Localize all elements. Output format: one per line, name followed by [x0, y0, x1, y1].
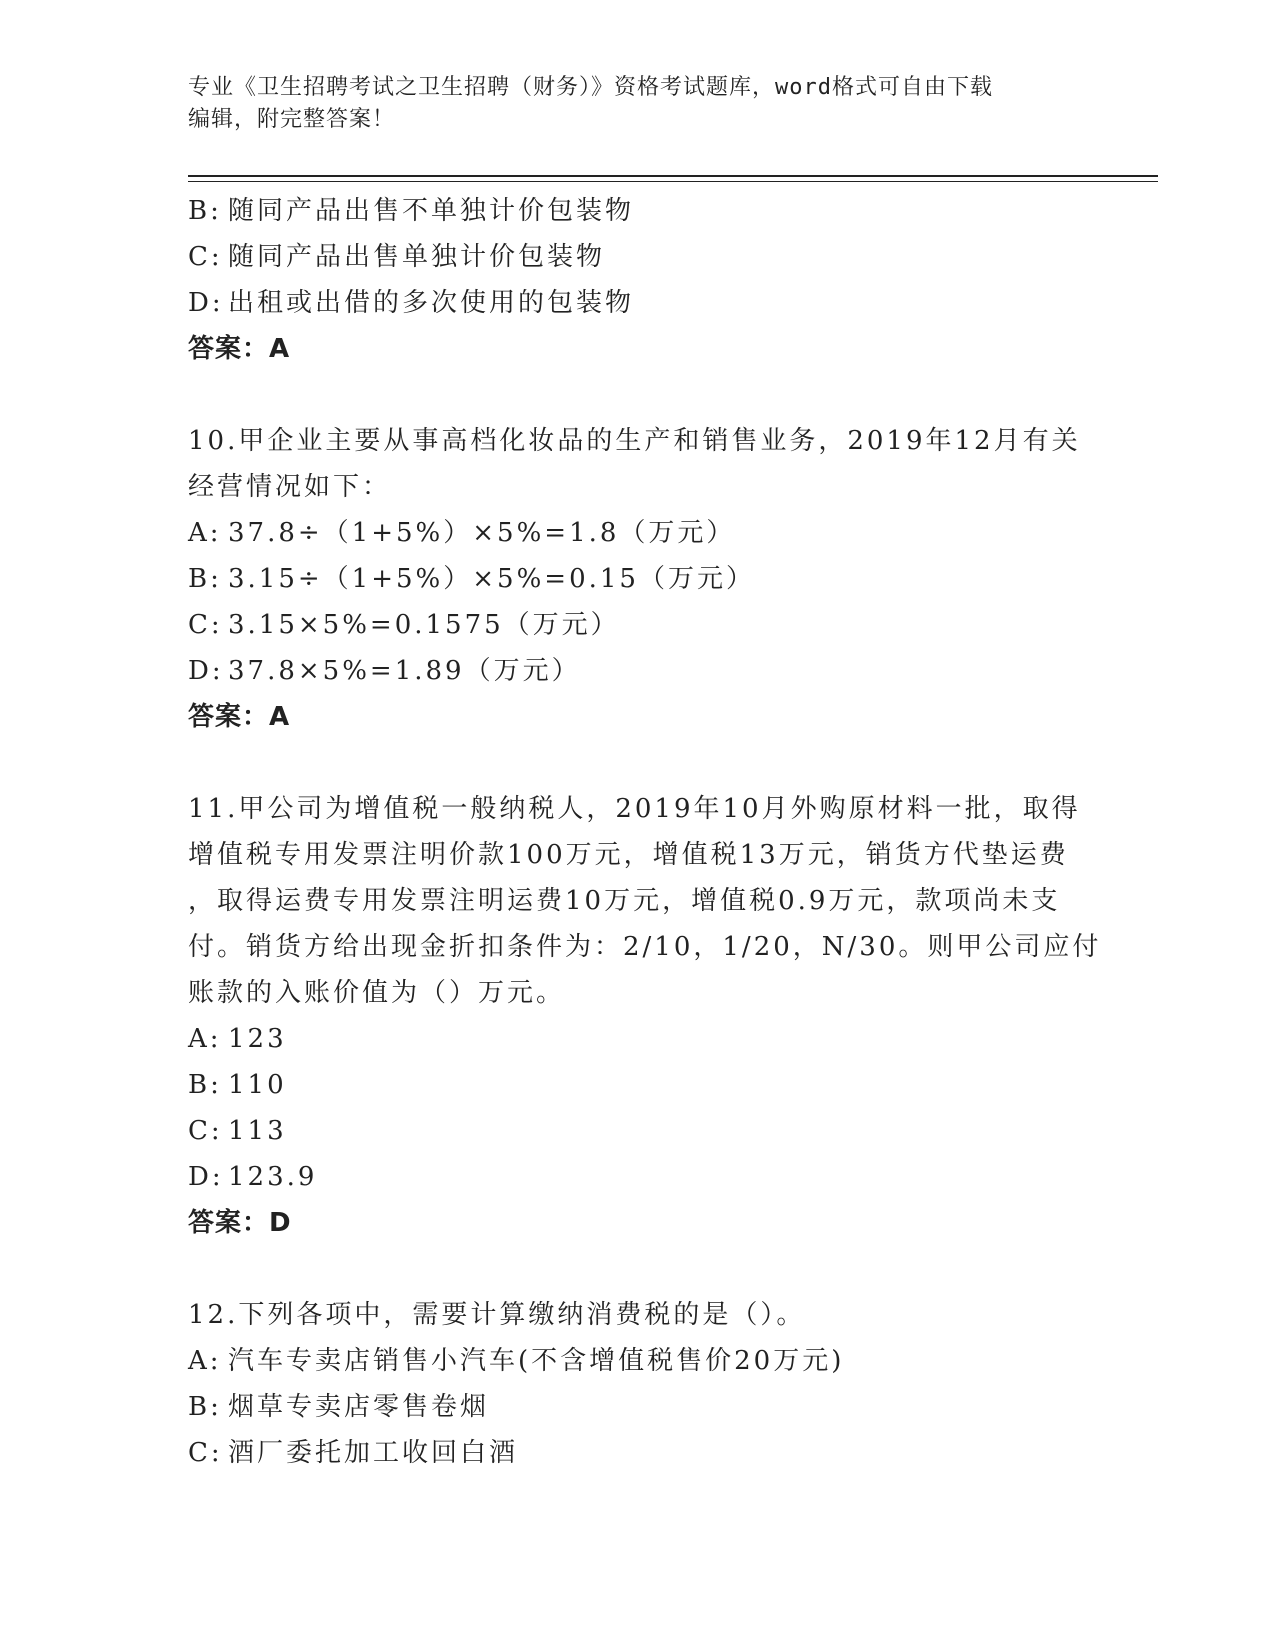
option-a	[188, 1016, 1088, 1062]
question-text: 账款的入账价值为（）万元。	[188, 978, 566, 1008]
option-text: 汽车专卖店销售小汽车(不含增值税售价20万元)	[228, 1346, 845, 1376]
question-11	[188, 786, 1102, 1246]
option-a	[188, 510, 1088, 556]
question-list	[188, 188, 1102, 1476]
option-c	[188, 234, 1088, 280]
option-text: 110	[228, 1070, 287, 1100]
option-text: 123	[228, 1024, 287, 1054]
option-label: C:	[188, 1116, 223, 1146]
option-b	[188, 1384, 1088, 1430]
spacer	[188, 740, 1088, 786]
option-label: A:	[188, 1024, 222, 1054]
option-b	[188, 1062, 1088, 1108]
question-text: 增值税专用发票注明价款100万元，增值税13万元，销货方代垫运费	[188, 840, 1069, 870]
question-text: ，取得运费专用发票注明运费10万元，增值税0.9万元，款项尚未支	[188, 886, 1061, 916]
option-text: 37.8÷（1+5%）×5%=1.8（万元）	[228, 518, 736, 548]
option-label: C:	[188, 242, 223, 272]
option-c	[188, 1430, 1088, 1476]
option-label: D:	[188, 288, 224, 318]
question-12	[188, 1292, 1088, 1476]
question-prev-continued	[188, 188, 1088, 372]
option-text: 随同产品出售单独计价包装物	[228, 242, 606, 272]
answer-line: 答案：D	[188, 1208, 292, 1238]
option-text: 烟草专卖店零售卷烟	[228, 1392, 490, 1422]
question-10	[188, 418, 1088, 740]
option-a	[188, 1338, 1088, 1384]
option-label: A:	[188, 518, 222, 548]
header-divider-thick	[188, 175, 1158, 177]
question-text: 11.甲公司为增值税一般纳税人，2019年10月外购原材料一批，取得	[188, 794, 1081, 824]
option-label: B:	[188, 564, 222, 594]
option-label: B:	[188, 1070, 222, 1100]
option-label: C:	[188, 1438, 223, 1468]
header-line-2: 编辑，附完整答案！	[188, 107, 396, 132]
option-b	[188, 556, 1088, 602]
document-header	[188, 72, 1088, 136]
option-text: 3.15÷（1+5%）×5%=0.15（万元）	[228, 564, 755, 594]
option-label: C:	[188, 610, 223, 640]
question-text: 经营情况如下：	[188, 472, 392, 502]
option-text: 123.9	[228, 1162, 318, 1192]
answer-line: 答案：A	[188, 334, 291, 364]
answer-line: 答案：A	[188, 702, 291, 732]
header-line-1: 专业《卫生招聘考试之卫生招聘（财务）》资格考试题库，word格式可自由下载	[188, 75, 993, 100]
option-d	[188, 1154, 1088, 1200]
option-text: 出租或出借的多次使用的包装物	[228, 288, 635, 318]
option-label: B:	[188, 196, 222, 226]
option-text: 3.15×5%=0.1575（万元）	[228, 610, 620, 640]
option-label: B:	[188, 1392, 222, 1422]
option-text: 酒厂委托加工收回白酒	[228, 1438, 519, 1468]
spacer	[188, 1246, 1088, 1292]
option-label: D:	[188, 656, 224, 686]
option-text: 37.8×5%=1.89（万元）	[228, 656, 581, 686]
option-b	[188, 188, 1088, 234]
spacer	[188, 372, 1088, 418]
question-text: 付。销货方给出现金折扣条件为：2/10，1/20，N/30。则甲公司应付	[188, 932, 1102, 962]
question-text: 10.甲企业主要从事高档化妆品的生产和销售业务，2019年12月有关	[188, 426, 1081, 456]
option-d	[188, 648, 1088, 694]
option-c	[188, 602, 1088, 648]
option-text: 随同产品出售不单独计价包装物	[228, 196, 635, 226]
option-text: 113	[228, 1116, 287, 1146]
option-c	[188, 1108, 1088, 1154]
option-d	[188, 280, 1088, 326]
option-label: D:	[188, 1162, 224, 1192]
question-text: 12.下列各项中，需要计算缴纳消费税的是（）。	[188, 1300, 806, 1330]
option-label: A:	[188, 1346, 222, 1376]
header-divider-thin	[188, 181, 1158, 182]
